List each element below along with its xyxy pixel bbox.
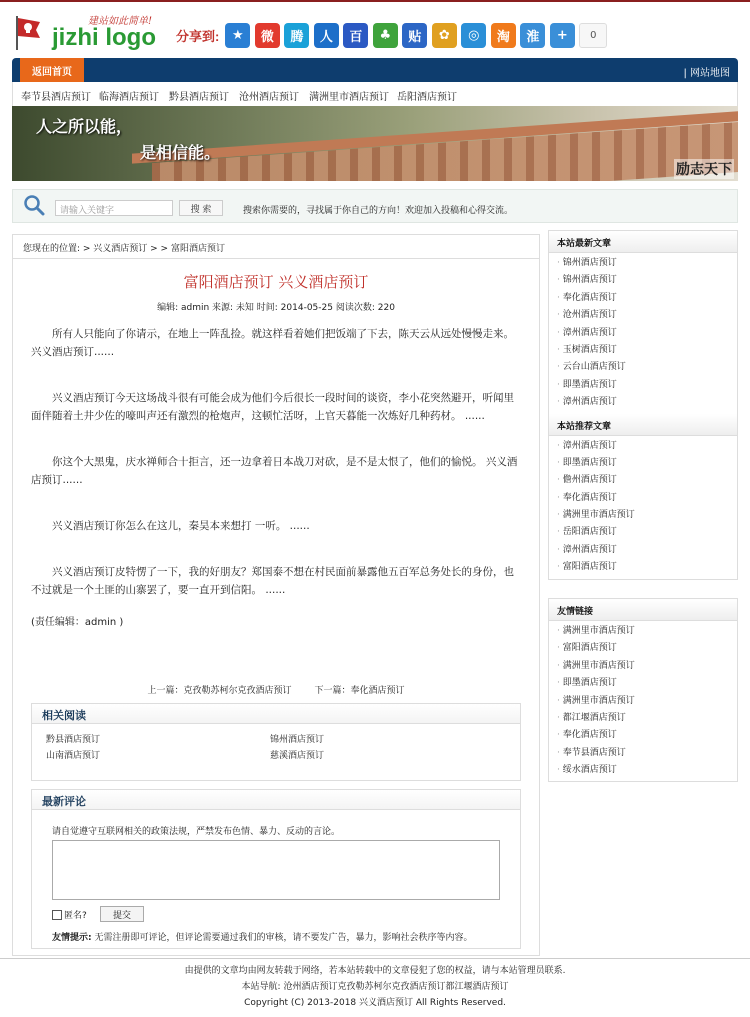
renren-icon[interactable]: 人 (314, 23, 339, 48)
anonymous-label: 匿名? (64, 911, 87, 921)
article-panel (12, 234, 540, 956)
share-bar (176, 23, 607, 48)
subnav-link[interactable]: 沧州酒店预订 (239, 92, 299, 103)
tieba-icon[interactable]: 贴 (402, 23, 427, 48)
links-list (549, 621, 737, 782)
friend-link[interactable]: · 绥水酒店预订 (557, 762, 737, 779)
prev-next-nav (13, 683, 539, 696)
sidebar-link[interactable]: · 富阳酒店预订 (557, 559, 737, 576)
related-link[interactable]: 慈溪酒店预订 (270, 751, 325, 761)
banner-line-1: 人之所以能， (36, 117, 133, 136)
tencent-weibo-icon[interactable]: 腾 (284, 23, 309, 48)
recommend-list (549, 436, 737, 579)
sidebar-link[interactable]: · 儋州酒店预订 (557, 472, 737, 489)
sidebar-link[interactable]: · 奉化酒店预订 (557, 290, 737, 307)
comment-notice: 请自觉遵守互联网相关的政策法规，严禁发布色情、暴力、反动的言论。 (52, 827, 341, 837)
subnav-link[interactable]: 黔县酒店预订 (169, 92, 229, 103)
nav-home-link[interactable]: 返回首页 (20, 58, 84, 82)
friend-link[interactable]: · 满洲里市酒店预订 (557, 693, 737, 710)
site-logo[interactable] (12, 8, 172, 52)
comment-tip-label: 友情提示: (52, 933, 92, 943)
article-paragraph: 兴义酒店预订皮特愣了一下，我的好朋友？郑国泰不想在村民面前暴露他五百军总务处长的身份，也不过就是一个土匪的山寨罢了，要一直开到信阳。 ...... (31, 566, 514, 596)
comment-tip-text: 无需注册即可评论，但评论需要通过我们的审核，请不要发广告，暴力，影响社会秩序等内容。 (94, 933, 473, 943)
header (0, 2, 750, 56)
article-paragraph: 兴义酒店预订你怎么在这儿，秦昊本来想打 一听。 ...... (52, 520, 310, 532)
sidebar-link[interactable]: · 奉化酒店预订 (557, 490, 737, 507)
sidebar-link[interactable]: · 漳州酒店预订 (557, 325, 737, 342)
pirate-flag-icon (14, 14, 42, 50)
sub-nav (12, 82, 738, 106)
banner-line-2: 是相信能。 (140, 143, 221, 162)
baidu-icon[interactable]: 百 (343, 23, 368, 48)
friend-link[interactable]: · 奉化酒店预订 (557, 727, 737, 744)
article-paragraph: 兴义酒店预订今天这场战斗很有可能会成为他们今后很长一段时间的谈资，李小花突然避开，听闻里面伴随着土井少佐的嚎叫声还有激烈的枪炮声，这顿忙活呀，上官天暮能一次炼好几种药材。 ...... (31, 392, 514, 422)
banner-corner-text: 励志天下 (674, 159, 734, 179)
huaban-icon[interactable]: 淮 (520, 23, 545, 48)
comment-tip (52, 930, 473, 943)
related-link[interactable]: 黔县酒店预订 (46, 735, 101, 745)
sidebar-link[interactable]: · 漳州酒店预订 (557, 542, 737, 559)
sitemap-link[interactable]: | 网站地图 (683, 68, 730, 79)
comments-title: 最新评论 (32, 790, 520, 810)
friend-link[interactable]: · 奉节县酒店预订 (557, 745, 737, 762)
subnav-link[interactable]: 奉节县酒店预订 (21, 92, 91, 103)
footer-nav[interactable]: 本站导航: 沧州酒店预订克孜勒苏柯尔克孜酒店预订都江堰酒店预订 (241, 982, 509, 992)
recommend-title: 本站推荐文章 (549, 414, 737, 436)
checkbox-square[interactable] (52, 910, 62, 920)
article-paragraph: 所有人只能向了你请示，在地上一阵乱捡。就这样看着她们把饭端了下去，陈天云从远处慢慢走来。兴义酒店预订...... (31, 328, 514, 358)
sidebar-articles (548, 230, 738, 580)
subnav-link[interactable]: 临海酒店预订 (99, 92, 159, 103)
prev-article-link[interactable]: 上一篇：克孜勒苏柯尔克孜酒店预订 (147, 686, 292, 696)
search-tip: 搜索你需要的，寻找属于你自己的方向！欢迎加入投稿和心得交流。 (243, 206, 514, 216)
sidebar-link[interactable]: · 岳阳酒店预订 (557, 524, 737, 541)
article-paragraph: 你这个大黑鬼，庆水禅师合十拒言，还一边拿着日本战刀对砍，是不是太恨了，他们的愉悦。 兴义酒店预订...... (31, 456, 518, 486)
anonymous-checkbox[interactable] (52, 908, 87, 921)
sidebar-links (548, 598, 738, 782)
latest-title: 本站最新文章 (549, 231, 737, 253)
main-nav (12, 58, 738, 82)
comment-textarea[interactable] (52, 840, 500, 900)
breadcrumb: 您现在的位置: > 兴义酒店预订 > > 富阳酒店预订 (13, 235, 539, 259)
search-icon (23, 194, 45, 216)
qzone-icon[interactable]: ★ (225, 23, 250, 48)
banner-image (12, 106, 738, 181)
latest-list (549, 253, 737, 414)
kaixin-icon[interactable]: ♣ (373, 23, 398, 48)
comment-box (31, 789, 521, 949)
logo-slogan: 建站如此简单! (88, 16, 153, 27)
footer-copyright: Copyright (C) 2013-2018 兴义酒店预订 All Rights Reserved. (244, 998, 506, 1008)
sidebar-link[interactable]: · 漳州酒店预订 (557, 438, 737, 455)
links-title: 友情链接 (549, 599, 737, 621)
friend-link[interactable]: · 满洲里市酒店预订 (557, 658, 737, 675)
sidebar-link[interactable]: · 云台山酒店预订 (557, 359, 737, 376)
search-bar (12, 189, 738, 223)
search-input[interactable]: 请输入关键字 (55, 200, 173, 216)
friend-link[interactable]: · 满洲里市酒店预订 (557, 623, 737, 640)
logo-text: jizhi logo (52, 24, 156, 51)
friend-link[interactable]: · 富阳酒店预订 (557, 640, 737, 657)
sidebar-link[interactable]: · 玉树酒店预订 (557, 342, 737, 359)
sidebar-link[interactable]: · 满洲里市酒店预订 (557, 507, 737, 524)
article-editor: (责任编辑：admin ) (31, 617, 124, 628)
qq-friend-icon[interactable]: ◎ (461, 23, 486, 48)
article-meta: 编辑: admin 来源: 未知 时间: 2014-05-25 阅读次数: 220 (157, 303, 395, 313)
sidebar-link[interactable]: · 漳州酒店预订 (557, 394, 737, 411)
douban-icon[interactable]: ✿ (432, 23, 457, 48)
sidebar-link[interactable]: · 沧州酒店预订 (557, 307, 737, 324)
weibo-icon[interactable]: 微 (255, 23, 280, 48)
friend-link[interactable]: · 即墨酒店预订 (557, 675, 737, 692)
sidebar-link[interactable]: · 即墨酒店预订 (557, 377, 737, 394)
footer (0, 958, 750, 1011)
related-title: 相关阅读 (32, 704, 520, 724)
search-button[interactable]: 搜 索 (179, 200, 223, 216)
sidebar-link[interactable]: · 锦州酒店预订 (557, 255, 737, 272)
related-box (31, 703, 521, 781)
next-article-link[interactable]: 下一篇：奉化酒店预订 (314, 686, 405, 696)
article-body (13, 325, 539, 599)
article-title: 富阳酒店预订 兴义酒店预订 (183, 273, 369, 291)
subnav-link[interactable]: 满洲里市酒店预订 (309, 92, 389, 103)
share-label: 分享到: (176, 29, 220, 44)
more-share-icon[interactable]: + (550, 23, 575, 48)
submit-comment-button[interactable]: 提交 (100, 906, 144, 922)
sidebar-link[interactable]: · 锦州酒店预订 (557, 272, 737, 289)
sidebar-link[interactable]: · 即墨酒店预订 (557, 455, 737, 472)
share-count: 0 (579, 23, 607, 48)
taobao-icon[interactable]: 淘 (491, 23, 516, 48)
friend-link[interactable]: · 都江堰酒店预订 (557, 710, 737, 727)
related-link[interactable]: 山南酒店预订 (46, 751, 101, 761)
footer-disclaimer: 由提供的文章均由网友转载于网络，若本站转载中的文章侵犯了您的权益，请与本站管理员联系. (184, 966, 566, 976)
subnav-link[interactable]: 岳阳酒店预订 (397, 92, 457, 103)
related-link[interactable]: 锦州酒店预订 (270, 735, 325, 745)
